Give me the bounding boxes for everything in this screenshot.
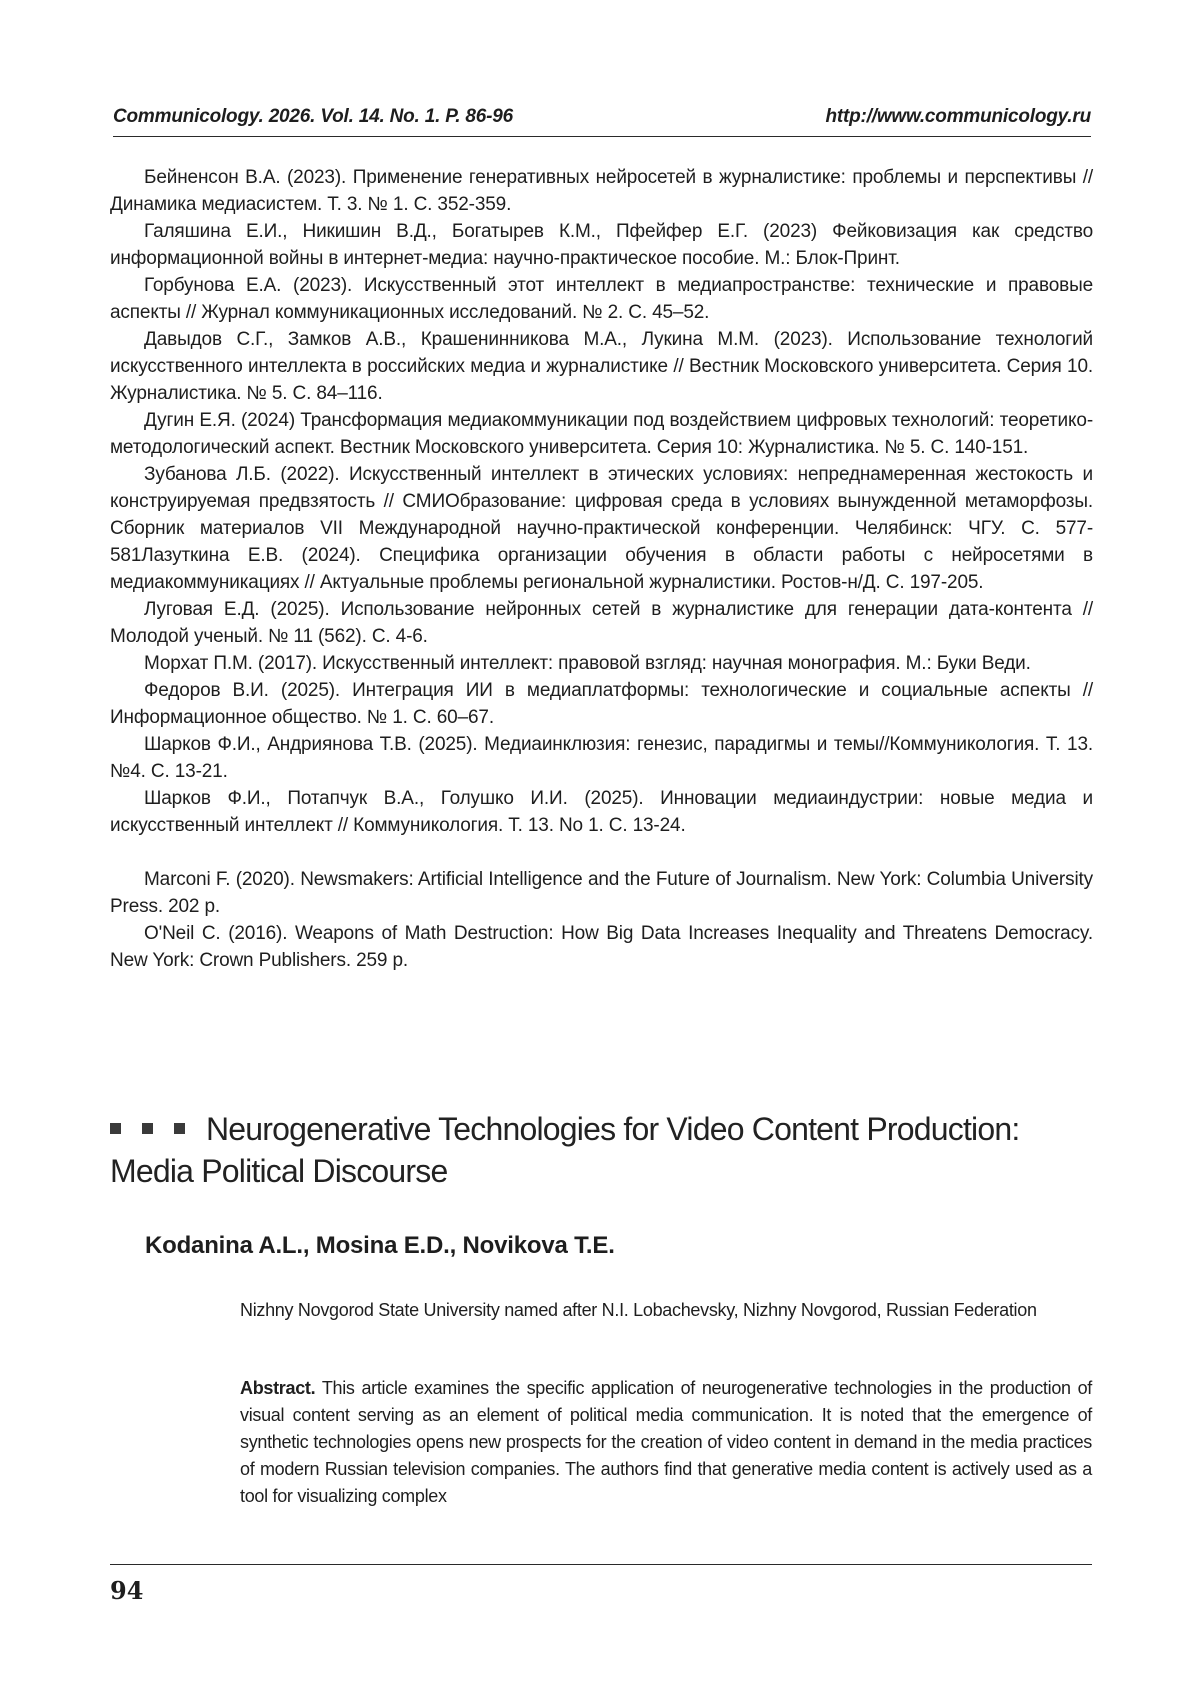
square-bullet-icon [110,1123,121,1134]
reference-item: Галяшина Е.И., Никишин В.Д., Богатырев К.М., Пфейфер Е.Г. (2023) Фейковизация как средство информационной войны в интернет-медиа: научно-практическое пособие. М.: Блок-Принт. [110,221,1093,269]
reference-item: Шарков Ф.И., Андриянова Т.В. (2025). Медиаинклюзия: генезис, парадигмы и темы//Коммуникология. Т. 13. №4. С. 13-21. [110,734,1093,782]
reference-item: Луговая Е.Д. (2025). Использование нейронных сетей в журналистике для генерации дата-контента // Молодой ученый. № 11 (562). С. 4-6. [110,599,1093,647]
article-title: Neurogenerative Technologies for Video Content Production: Media Political Discourse [110,1111,1020,1189]
square-bullet-icon [174,1123,185,1134]
reference-list [110,164,1093,974]
running-header [113,102,1091,137]
reference-item: Шарков Ф.И., Потапчук В.А., Голушко И.И. (2025). Инновации медиаиндустрии: новые медиа и искусственный интеллект // Коммуникология. Т. 13. No 1. С. 13-24. [110,788,1093,836]
page-number: 94 [110,1576,144,1605]
reference-item: Горбунова Е.А. (2023). Искусственный этот интеллект в медиапространстве: технические и правовые аспекты // Журнал коммуникационных исследований. № 2. С. 45–52. [110,275,1093,323]
article-affiliation: Nizhny Novgorod State University named after N.I. Lobachevsky, Nizhny Novgorod, Russian Federation [240,1300,1037,1320]
square-bullet-icon [142,1123,153,1134]
article-title-block [110,1108,1090,1192]
reference-item: O'Neil C. (2016). Weapons of Math Destruction: How Big Data Increases Inequality and Threatens Democracy. New York: Crown Publishers. 259 p. [110,923,1093,971]
reference-item: Морхат П.М. (2017). Искусственный интеллект: правовой взгляд: научная монография. М.: Буки Веди. [144,653,1031,674]
reference-item: Marconi F. (2020). Newsmakers: Artificial Intelligence and the Future of Journalism. New York: Columbia University Press. 202 p. [110,869,1093,917]
article-abstract [240,1375,1092,1510]
journal-citation: Communicology. 2026. Vol. 14. No. 1. P. 86-96 [113,106,514,127]
reference-item: Давыдов С.Г., Замков А.В., Крашенинникова М.А., Лукина М.М. (2023). Использование технологий искусственного интеллекта в российских медиа и журналистике // Вестник Московского университета. Серия 10. Журналистика. № 5. С. 84–116. [110,329,1093,404]
abstract-label: Abstract. [240,1378,316,1398]
abstract-text: This article examines the specific application of neurogenerative technologies in the production of visual content serving as an element of political media communication. It is noted that the emergence of synthetic technologies opens new prospects for the creation of video content in demand in the media practices of modern Russian television companies. The authors find that generative media content is actively used as a tool for visualizing complex [240,1378,1092,1506]
reference-item: Зубанова Л.Б. (2022). Искусственный интеллект в этических условиях: непреднамеренная жестокость и конструируемая предвзятость // СМИОбразование: цифровая среда в условиях вынужденной метаморфозы. Сборник материалов VII Международной научно-практической конференции. Челябинск: ЧГУ. С. 577-581Лазуткина Е.В. (2024). Специфика организации обучения в области работы с нейросетями в медиакоммуникациях // Актуальные проблемы региональной журналистики. Ростов-н/Д. С. 197-205. [110,464,1093,593]
reference-spacer [110,839,1093,866]
footer-divider [110,1564,1092,1565]
reference-item: Бейненсон В.А. (2023). Применение генеративных нейросетей в журналистике: проблемы и перспективы // Динамика медиасистем. Т. 3. № 1. С. 352-359. [110,167,1093,215]
article-authors: Kodanina A.L., Mosina E.D., Novikova T.E. [145,1232,615,1259]
reference-item: Федоров В.И. (2025). Интеграция ИИ в медиаплатформы: технологические и социальные аспекты // Информационное общество. № 1. С. 60–67. [110,680,1093,728]
reference-item: Дугин Е.Я. (2024) Трансформация медиакоммуникации под воздействием цифровых технологий: теоретико-методологический аспект. Вестник Московского университета. Серия 10: Журналистика. № 5. С. 140-151. [110,410,1093,458]
journal-url[interactable]: http://www.communicology.ru [825,106,1091,127]
